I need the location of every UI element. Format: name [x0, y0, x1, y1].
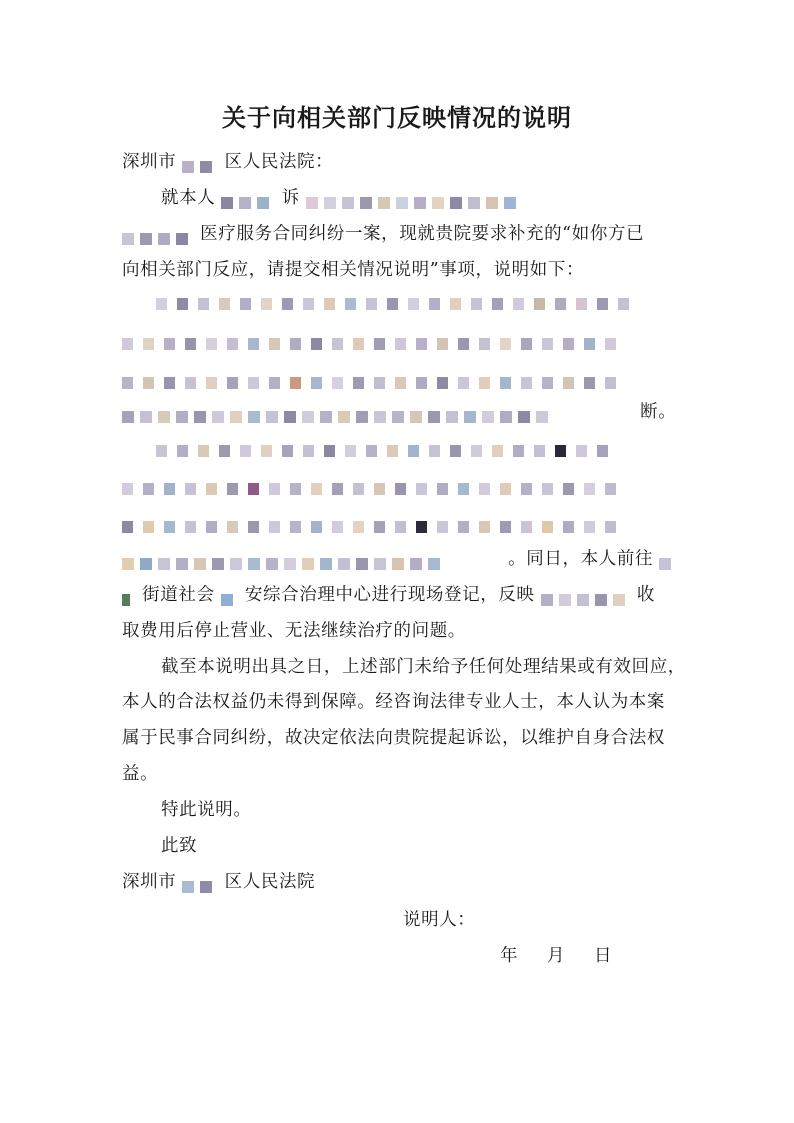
- redacted-defendant: [306, 192, 522, 206]
- para3-text-end: 。同日，本人前往: [508, 549, 653, 569]
- redacted-text: [122, 406, 634, 420]
- para3-line9: [122, 547, 677, 571]
- redacted-defendant-2: [541, 589, 631, 603]
- para4-line3: 属于民事合同纠纷，故决定依法向贵院提起诉讼，以维护自身合法权: [122, 728, 665, 748]
- para2-text-end: 断。: [640, 402, 677, 422]
- para1-text-2: 医疗服务合同纠纷一案，现就贵院要求补充的“如你方已: [200, 224, 645, 244]
- para1-line1: [161, 186, 522, 210]
- para3-text-end2: 收: [636, 585, 655, 605]
- redacted-clinic: [122, 228, 194, 242]
- redacted-text: [122, 553, 502, 567]
- para1-line2: [122, 222, 644, 246]
- redacted-text-row: [122, 333, 626, 353]
- para3-line11: 取费用后停止营业、无法继续治疗的问题。: [122, 621, 466, 641]
- para1-text: 就本人: [161, 188, 216, 208]
- closing-to: 此致: [161, 836, 198, 856]
- signer-label: 说明人：: [403, 910, 476, 930]
- closing-statement: 特此说明。: [161, 800, 252, 820]
- salutation-prefix: 深圳市: [122, 152, 177, 172]
- court-prefix: 深圳市: [122, 872, 177, 892]
- redacted-text-row: [122, 478, 626, 498]
- redacted-place-2: [122, 589, 136, 603]
- closing-court: [122, 870, 315, 894]
- redacted-char: [221, 589, 239, 603]
- document-title: 关于向相关部门反映情况的说明: [222, 103, 572, 132]
- para4-line2: 本人的合法权益仍未得到保障。经咨询法律专业人士，本人认为本案: [122, 692, 665, 712]
- redacted-text-row: [156, 440, 618, 460]
- salutation-suffix: 区人民法院：: [224, 152, 334, 172]
- para1-text-mid: 诉: [281, 188, 300, 208]
- redacted-text-row: [122, 516, 626, 536]
- redacted-place: [659, 553, 677, 567]
- para3-text-mid2: 安综合治理中心进行现场登记，反映: [244, 585, 535, 605]
- redacted-text-row: [156, 293, 639, 313]
- redacted-text-row: [122, 372, 626, 392]
- redacted-district: [182, 156, 218, 170]
- date-year: 年: [500, 946, 519, 966]
- para4-line1: 截至本说明出具之日，上述部门未给予任何处理结果或有效回应，: [161, 657, 686, 677]
- redacted-name: [221, 192, 275, 206]
- para4-line4: 益。: [122, 764, 159, 784]
- date-day: 日: [594, 946, 613, 966]
- court-suffix: 区人民法院: [224, 872, 316, 892]
- redacted-district-2: [182, 876, 218, 890]
- para2-line4: [122, 400, 676, 424]
- salutation: [122, 150, 333, 174]
- date-month: 月: [547, 946, 566, 966]
- para3-text-mid: 街道社会: [142, 585, 215, 605]
- para1-line3: 向相关部门反应，请提交相关情况说明”事项，说明如下：: [122, 260, 585, 280]
- para3-line10: [122, 583, 655, 607]
